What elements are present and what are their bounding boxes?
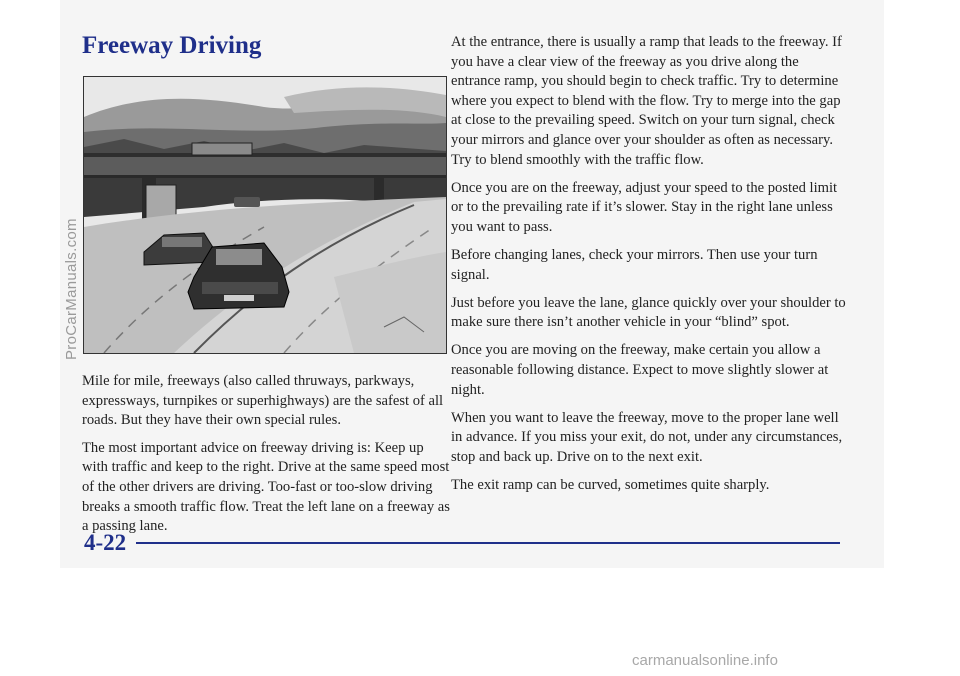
freeway-illustration xyxy=(83,76,447,354)
paragraph: When you want to leave the freeway, move to the proper lane well in advance. If you miss your exit, do not, under any circumstances, stop and back up. Drive on to the next exit. xyxy=(451,409,843,465)
paragraph: Just before you leave the lane, glance quickly over your shoulder to make sure there isn’t another vehicle in your “blind” spot. xyxy=(451,294,846,331)
paragraph: Before changing lanes, check your mirrors. Then use your turn signal. xyxy=(451,246,818,283)
paragraph: The most important advice on freeway driving is: Keep up with traffic and keep to the right. Drive at the same speed most of the other drivers are driving. Too-fast or too-slow driving breaks a smooth traffic flow. Treat the left lane on a freeway as a passing lane. xyxy=(82,439,450,535)
page-number: 4-22 xyxy=(84,530,127,555)
paragraph: Once you are on the freeway, adjust your speed to the posted limit or to the prevailing rate if it’s slower. Stay in the right lane unless you want to pass. xyxy=(451,179,838,235)
paragraph: Mile for mile, freeways (also called thruways, parkways, expressways, turnpikes or superhighways) are the safest of all roads. But they have their own special rules. xyxy=(82,373,444,429)
section-title: Freeway Driving xyxy=(82,32,262,59)
paragraph: Once you are moving on the freeway, make certain you allow a reasonable following distance. Expect to move slightly slower at night. xyxy=(451,342,829,398)
paragraph: At the entrance, there is usually a ramp that leads to the freeway. If you have a clear view of the freeway as you drive along the entrance ramp, you should begin to check traffic. Try to determine where you expect to blend with the flow. Try to merge into the gap at close to the prevailing speed. Switch on your turn signal, check your mirrors and glance over your shoulder as often as necessary. Try to blend smoothly with the traffic flow. xyxy=(451,34,842,168)
bottom-watermark: carmanualsonline.info xyxy=(632,652,778,669)
freeway-drawing xyxy=(84,77,446,353)
paragraph: The exit ramp can be curved, sometimes quite sharply. xyxy=(451,476,770,493)
left-column xyxy=(82,372,452,545)
right-column xyxy=(451,33,846,504)
footer-rule xyxy=(136,542,840,544)
side-watermark: ProCarManuals.com xyxy=(63,218,80,360)
